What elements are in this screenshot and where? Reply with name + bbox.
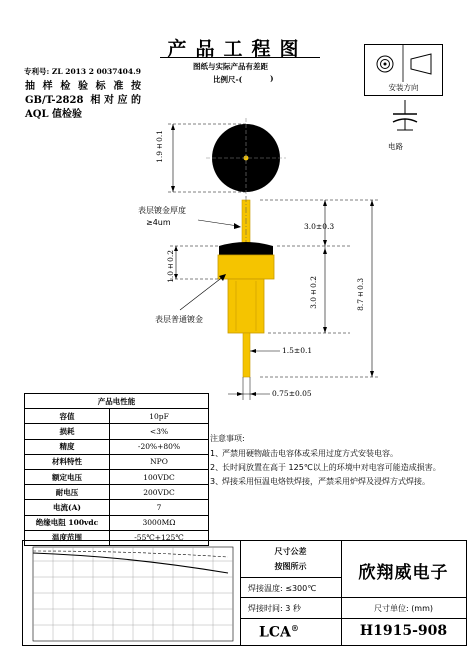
- scale-label: 比例尺-(: [213, 75, 243, 84]
- prop-key: 温度范围: [25, 530, 110, 545]
- brand-text: LCA: [259, 624, 291, 641]
- table-row: [25, 469, 209, 484]
- weld-time: 焊接时间: 3 秒: [248, 604, 301, 613]
- prop-key: 绝缘电阻 100vdc: [25, 515, 110, 530]
- note-text: 焊接采用恒温电烙铁焊接，严禁采用炉焊及浸焊方式焊接。: [222, 477, 430, 486]
- table-row: [25, 454, 209, 469]
- prop-value: 3000MΩ: [110, 515, 209, 530]
- mount-direction-icon: [364, 44, 443, 84]
- scale-close: ): [270, 74, 274, 83]
- notes-section: [210, 432, 450, 489]
- prop-key: 额定电压: [25, 469, 110, 484]
- prop-key: 耐电压: [25, 485, 110, 500]
- table-header-row: [25, 394, 209, 409]
- electrical-properties-table: [24, 393, 209, 546]
- table-row: [25, 409, 209, 424]
- tolerance-label: 尺寸公差: [274, 547, 307, 556]
- prop-value: 10pF: [110, 409, 209, 424]
- note-number: 2、: [210, 463, 224, 472]
- table-row: [25, 485, 209, 500]
- prop-key: 电流(A): [25, 500, 110, 515]
- brand-logo: [259, 623, 299, 641]
- surface-plating-label: 表层普通镀金: [155, 315, 203, 324]
- dim-top-lead: 3.0±0.3: [304, 222, 335, 231]
- dim-lead-spacing: 1.5±0.1: [282, 346, 313, 355]
- prop-value: 100VDC: [110, 469, 209, 484]
- prop-value: NPO: [110, 454, 209, 469]
- table-row: [25, 500, 209, 515]
- dim-collar: 1.0±0.2: [166, 250, 175, 283]
- capacitor-symbol-icon: [385, 100, 425, 140]
- notes-heading: 注意事项:: [210, 434, 245, 443]
- company-name: 欣翔威电子: [358, 563, 449, 583]
- table-title: 产品电性能: [25, 394, 209, 409]
- inspection-line-1: 抽 样 检 验 标 准 按: [25, 81, 141, 92]
- mount-direction-label: 安装方向: [388, 83, 419, 92]
- prop-value: -55℃+125℃: [110, 530, 209, 545]
- inspection-line-3: AQL 值检验: [25, 109, 82, 120]
- note-number: 1、: [210, 449, 224, 458]
- note-item: [210, 461, 450, 475]
- prop-value: 200VDC: [110, 485, 209, 500]
- inspection-line-2: GB/T-2828 相对应的: [25, 95, 141, 106]
- drawing-note: 图纸与实际产品有差距: [193, 62, 268, 71]
- title-underline: [160, 57, 320, 58]
- tolerance-value: 按图所示: [274, 562, 307, 571]
- prop-key: 容值: [25, 409, 110, 424]
- registered-mark: ®: [290, 623, 299, 633]
- prop-key: 精度: [25, 439, 110, 454]
- note-text: 严禁用硬物敲击电容体或采用过度方式安装电容。: [222, 449, 398, 458]
- table-row: [25, 439, 209, 454]
- prop-value: 7: [110, 500, 209, 515]
- note-text: 长时间放置在高于 125℃以上的环境中对电容可能造成损害。: [222, 463, 441, 472]
- table-row: [25, 424, 209, 439]
- dim-lead-diameter: 0.75±0.05: [272, 389, 312, 398]
- note-item: [210, 447, 450, 461]
- weld-temperature: 焊接温度: ≤300℃: [248, 584, 317, 593]
- part-number: H1915-908: [359, 623, 448, 639]
- table-row: [25, 515, 209, 530]
- plating-thickness-value: ≥4um: [146, 218, 171, 227]
- prop-key: 材料特性: [25, 454, 110, 469]
- dimension-unit: 尺寸单位: (mm): [373, 604, 434, 613]
- patent-number: 专利号: ZL 2013 2 0037404.9: [24, 67, 141, 76]
- title-block: [22, 540, 467, 646]
- prop-value: -20%+80%: [110, 439, 209, 454]
- page-title: 产品工程图: [167, 38, 308, 60]
- dim-overall: 8.7±0.3: [356, 278, 365, 311]
- dim-body: 3.0±0.2: [309, 276, 318, 309]
- dim-diameter: 1.9±0.1: [155, 130, 164, 163]
- plating-thickness-label: 表层镀金厚度: [138, 206, 186, 215]
- note-number: 3、: [210, 477, 224, 486]
- note-item: [210, 475, 450, 489]
- prop-value: <3%: [110, 424, 209, 439]
- prop-key: 损耗: [25, 424, 110, 439]
- circuit-label: 电路: [388, 142, 403, 151]
- temperature-curve-graph: [23, 541, 240, 645]
